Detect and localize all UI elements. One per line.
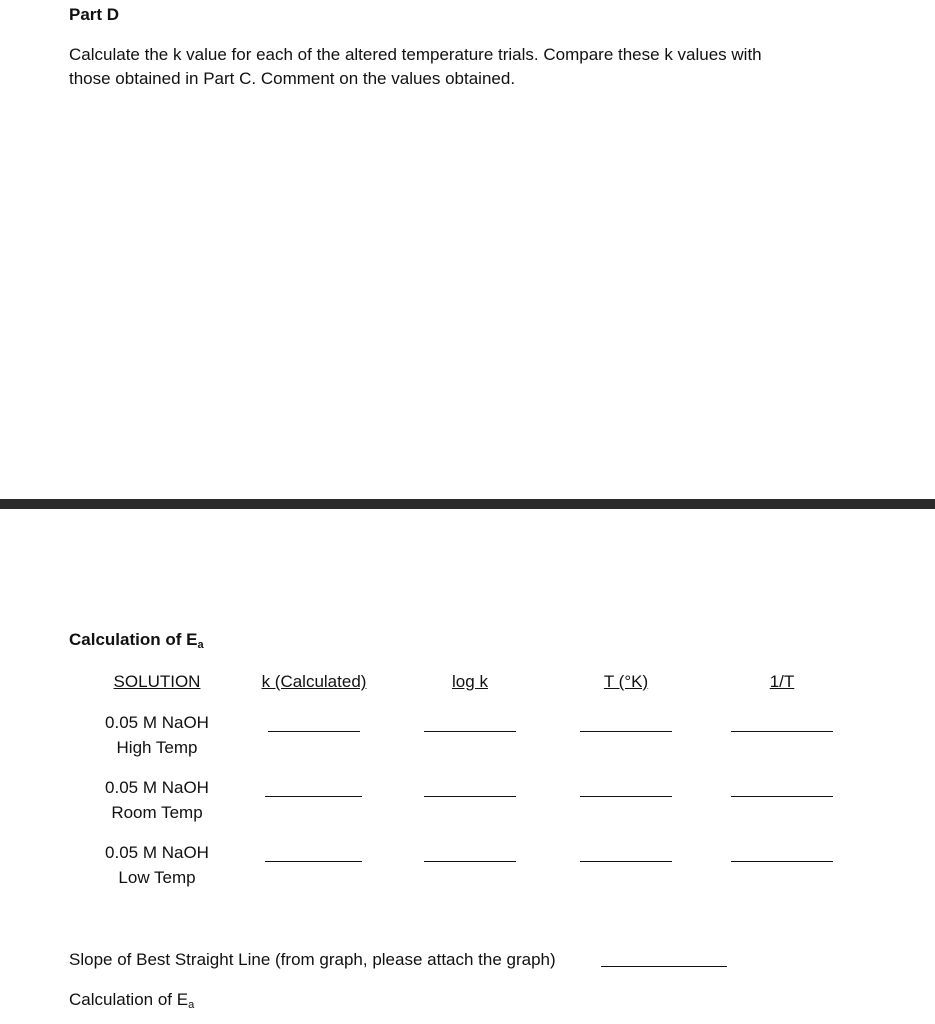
row-low-temp-line2: Low Temp bbox=[118, 868, 196, 887]
col-header-solution: SOLUTION bbox=[113, 672, 201, 691]
row-high-temp-line1: 0.05 M NaOH bbox=[105, 713, 209, 732]
instructions-line-1: Calculate the k value for each of the altered temperature trials. Compare these k values with bbox=[69, 45, 762, 64]
ea-heading-subscript: a bbox=[197, 639, 204, 651]
ea-section-heading bbox=[69, 630, 204, 651]
room-temp-k-blank[interactable] bbox=[265, 796, 362, 797]
high-temp-inverse-t-blank[interactable] bbox=[731, 731, 833, 732]
section-divider bbox=[0, 499, 935, 509]
low-temp-k-blank[interactable] bbox=[265, 861, 362, 862]
low-temp-t-blank[interactable] bbox=[580, 861, 672, 862]
row-high-temp-line2: High Temp bbox=[116, 738, 198, 757]
row-high-temp-label bbox=[77, 710, 237, 760]
room-temp-t-blank[interactable] bbox=[580, 796, 672, 797]
col-header-temperature: T (°K) bbox=[603, 672, 649, 691]
slope-blank[interactable] bbox=[601, 966, 727, 967]
row-room-temp-label bbox=[77, 775, 237, 825]
high-temp-log-k-blank[interactable] bbox=[424, 731, 516, 732]
part-d-heading: Part D bbox=[69, 5, 120, 24]
row-room-temp-line1: 0.05 M NaOH bbox=[105, 778, 209, 797]
row-room-temp-line2: Room Temp bbox=[111, 803, 203, 822]
room-temp-log-k-blank[interactable] bbox=[424, 796, 516, 797]
col-header-k-calculated: k (Calculated) bbox=[261, 672, 367, 691]
col-header-inverse-t: 1/T bbox=[769, 672, 795, 691]
low-temp-inverse-t-blank[interactable] bbox=[731, 861, 833, 862]
row-low-temp-line1: 0.05 M NaOH bbox=[105, 843, 209, 862]
col-header-log-k: log k bbox=[452, 672, 488, 691]
ea-calc-subscript: a bbox=[188, 999, 195, 1011]
ea-calculation-label bbox=[69, 990, 194, 1011]
room-temp-inverse-t-blank[interactable] bbox=[731, 796, 833, 797]
low-temp-log-k-blank[interactable] bbox=[424, 861, 516, 862]
ea-heading-text: Calculation of E bbox=[69, 630, 198, 649]
row-low-temp-label bbox=[77, 840, 237, 890]
high-temp-t-blank[interactable] bbox=[580, 731, 672, 732]
instructions-line-2: those obtained in Part C. Comment on the values obtained. bbox=[69, 69, 516, 88]
high-temp-k-blank[interactable] bbox=[268, 731, 360, 732]
slope-label: Slope of Best Straight Line (from graph, please attach the graph) bbox=[69, 950, 556, 969]
ea-calc-text: Calculation of E bbox=[69, 990, 189, 1009]
part-d-instructions bbox=[69, 43, 762, 91]
